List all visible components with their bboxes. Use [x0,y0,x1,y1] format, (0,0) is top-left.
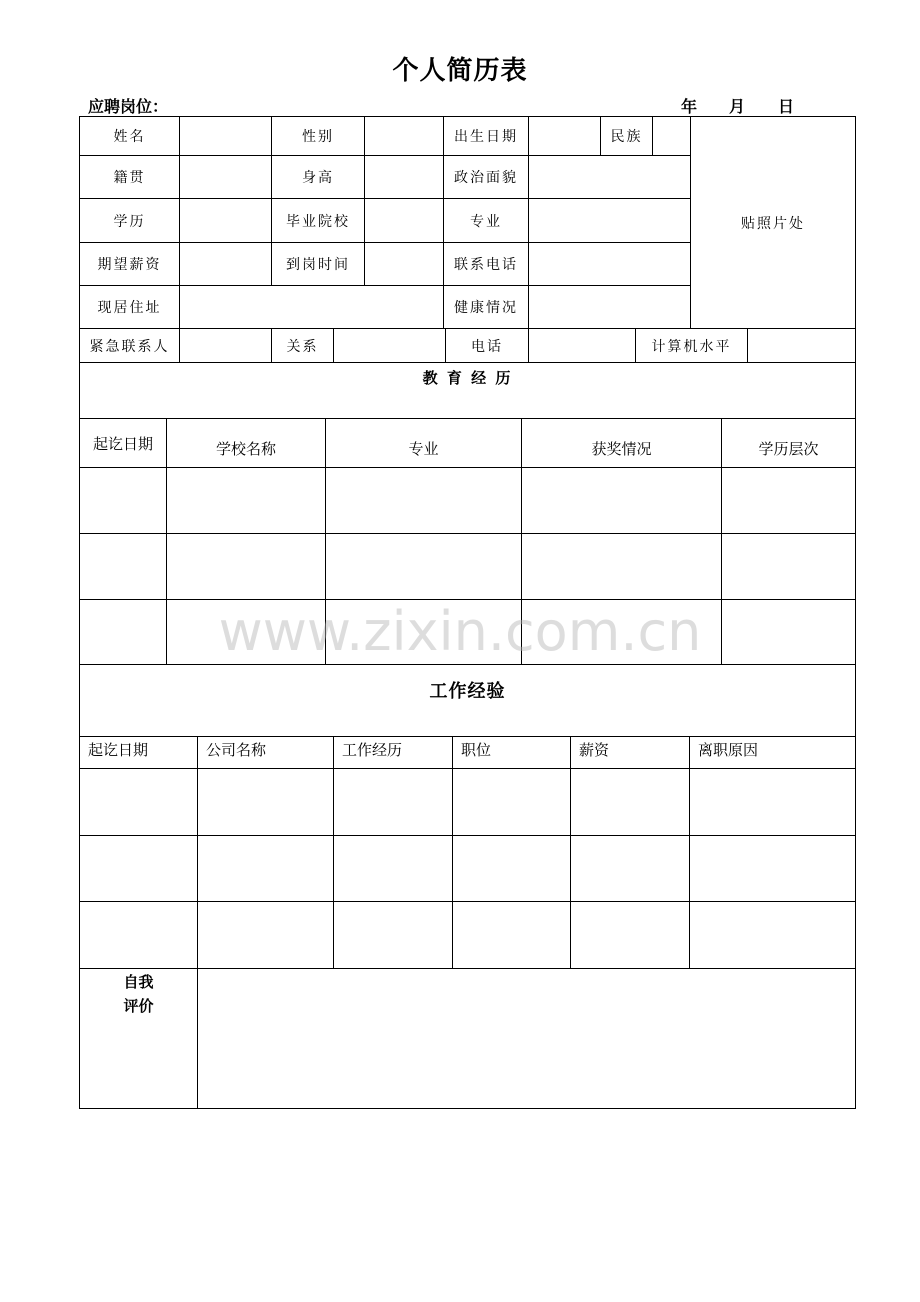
grid-line [79,533,856,534]
form-border-bottom [79,1108,856,1109]
name-field[interactable] [180,117,271,155]
label-education: 学历 [113,213,146,230]
label-phone: 联系电话 [454,257,518,273]
education-field[interactable] [180,199,271,242]
grid-line [79,768,856,769]
apply-position-label: 应聘岗位： [88,97,169,116]
date-month: 月 [729,97,746,116]
grid-line [79,467,856,468]
grid-line [452,736,453,968]
label-school: 毕业院校 [286,213,350,230]
health-field[interactable] [529,286,690,328]
self-eval-label-line2: 评价 [123,996,154,1015]
relation-field[interactable] [334,329,445,362]
native-field[interactable] [180,156,271,198]
label-native: 籍贯 [113,170,146,186]
grid-line [570,736,571,968]
edu-header-major: 专业 [408,439,439,458]
label-tel: 电话 [471,338,503,355]
tel-field[interactable] [529,329,635,362]
label-health: 健康情况 [454,300,518,316]
grid-line [79,901,856,902]
grid-line [333,736,334,968]
apply-position-blank[interactable] [168,102,288,117]
arrival-field[interactable] [365,243,443,285]
emergency-field[interactable] [180,329,271,362]
date-day: 日 [778,97,795,116]
grid-line [79,418,856,419]
watermark: www.zixin.com.cn [218,600,702,663]
grid-line [79,599,856,600]
label-emergency: 紧急联系人 [89,338,170,355]
major-field[interactable] [529,199,690,242]
ethnic-field[interactable] [653,117,690,155]
form-border-right [855,116,856,1109]
date-year: 年 [681,97,698,116]
label-salary: 期望薪资 [97,257,162,273]
edu-header-date: 起讫日期 [92,435,153,453]
work-header-experience: 工作经历 [342,740,403,759]
grid-line [79,362,856,363]
label-computer: 计算机水平 [651,338,732,355]
work-header-salary: 薪资 [579,740,610,759]
photo-placeholder[interactable]: 贴照片处 [741,215,805,232]
label-height: 身高 [302,170,334,186]
page-title: 个人简历表 [392,56,528,86]
label-political: 政治面貌 [454,170,518,186]
edu-header-awards: 获奖情况 [591,439,652,458]
birth-field[interactable] [529,117,600,155]
apply-position [88,94,288,117]
label-name: 姓名 [113,129,146,145]
school-field[interactable] [365,199,443,242]
label-relation: 关系 [286,338,319,355]
label-arrival: 到岗时间 [286,257,350,273]
label-address: 现居住址 [97,300,162,316]
grid-line [79,835,856,836]
education-section-title: 教 育 经 历 [422,369,513,387]
address-field[interactable] [180,286,443,328]
work-header-reason: 离职原因 [698,740,759,759]
computer-field[interactable] [748,329,855,362]
work-header-position: 职位 [461,740,492,759]
grid-line [689,736,690,968]
label-birth: 出生日期 [454,129,518,145]
work-header-date: 起讫日期 [88,740,149,759]
phone-field[interactable] [529,243,690,285]
height-field[interactable] [365,156,443,198]
work-section-title: 工作经验 [429,681,506,702]
gender-field[interactable] [365,117,443,155]
label-major: 专业 [470,213,502,230]
political-field[interactable] [529,156,690,198]
label-gender: 性别 [302,129,334,145]
edu-header-school: 学校名称 [215,439,276,458]
salary-field[interactable] [180,243,271,285]
self-eval-label-line1: 自我 [123,972,154,991]
edu-header-level: 学历层次 [758,439,819,458]
work-header-company: 公司名称 [206,740,267,759]
self-eval-field[interactable] [198,969,855,1108]
label-ethnic: 民族 [610,129,643,145]
